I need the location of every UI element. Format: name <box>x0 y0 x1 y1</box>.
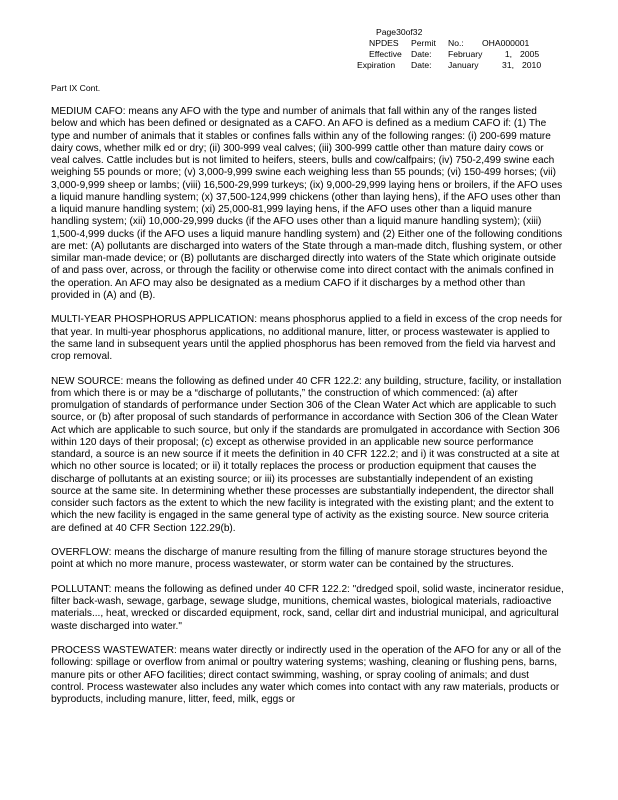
page-number <box>369 27 541 38</box>
effective-month: February <box>448 49 483 59</box>
definition-medium-cafo: MEDIUM CAFO: means any AFO with the type and number of animals that fall within any of the ranges listed below and which has been defined or designated as a CAFO. An AFO is defined as a medium CAFO if: (1) The type and number of animals that it stables or confines falls within any of the following ranges: (i) 200-699 mature dairy cows, whether milk ed or dry; (ii) 300-999 veal calves; (iii) 300-999 cattle other than mature dairy cows or veal calves. Cattle includes but is not limited to heifers, steers, bulls and cow/calfpairs; (iv) 750-2,499 swine each weighing 55 pounds or more; (v) 3,000-9,999 swine each weighing less than 55 pounds; (vi) 150-499 horses; (vii) 3,000-9,999 sheep or lambs; (viii) 16,500-29,999 turkeys; (ix) 9,000-29,999 laying hens or broilers, if the AFO uses a liquid manure handling system; (x) 37,500-124,999 chickens (other than laying hens), if the AFO uses other than a liquid manure handling system; (xi) 25,000-81,999 laying hens, if the AFO uses other than a liquid manure handling system; (xii) 10,000-29,999 ducks (if the AFO uses other than a liquid manure handling system); (xiii) 1,500-4,999 ducks (if the AFO uses a liquid manure handling system) and (2) Either one of the following conditions are met: (A) pollutants are discharged into waters of the State through a man-made ditch, flushing system, or other similar man-made device; or (B) pollutants are discharged directly into waters of the State which originate outside of and pass over, across, or through the facility or otherwise come into direct contact with the animals confined in the operation. An AFO may also be designated as a medium CAFO if it discharges by a method other than provided in (A) and (B). <box>51 106 563 301</box>
definition-new-source: NEW SOURCE: means the following as defined under 40 CFR 122.2: any building, structure, facility, or installation from which there is or may be a “discharge of pollutants,” the construction of which commenced: (a) after promulgation of standards of performance under Section 306 of the Clean Water Act which are applicable to such source, or (b) after proposal of such standards of performance in accordance with Section 306 of the Clean Water Act which are applicable to such source, but only if the standards are promulgated in accordance with Section 306 within 120 days of their proposal; (c) except as otherwise provided in an applicable new source performance standard, a source is an new source if it meets the definition in 40 CFR 122.2; and i) it was constructed at a site at which no other source is located; or ii) it totally replaces the process or production equipment that causes the discharge of pollutants at an existing source; or iii) its processes are substantially independent of an existing source at the same site. In determining whether these processes are substantially independent, the director shall consider such factors as the extent to which the new facility is integrated with the existing plant; and the extent to which the new facility is engaged in the same general type of activity as the existing source. New source criteria are defined at 40 CFR Section 122.29(b). <box>51 375 562 534</box>
document-body <box>51 106 564 719</box>
permit-number: OHA000001 <box>482 38 530 48</box>
definition-multi-year-phosphorus: MULTI-YEAR PHOSPHORUS APPLICATION: means phosphorus applied to a field in excess of the crop needs for that year. In multi-year phosphorus applications, no additional manure, litter, or process wastewater is applied to the same land in subsequent years until the applied phosphorus has been removed from the field via harvest and crop removal. <box>51 314 563 362</box>
effective-label: Effective <box>369 49 402 59</box>
expiration-date-label: Date: <box>411 60 432 70</box>
page-number-text: Page30of32 <box>376 27 423 37</box>
effective-date-row <box>369 49 541 60</box>
effective-day: 1, <box>504 49 512 59</box>
document-header <box>357 27 542 71</box>
expiration-day: 31, <box>502 60 514 70</box>
effective-date-label: Date: <box>411 49 432 59</box>
permit-label: Permit <box>411 38 436 48</box>
definition-pollutant: POLLUTANT: means the following as defined under 40 CFR 122.2: "dredged spoil, solid waste, incinerator residue, filter back-wash, sewage, garbage, sewage sludge, munitions, chemical wastes, biological materials, radioactive materials..., heat, wrecked or discarded equipment, rock, sand, cellar dirt and industrial municipal, and agricultural waste discharged into water." <box>51 583 564 632</box>
permit-number-row <box>369 38 541 49</box>
expiration-label: Expiration <box>357 60 396 70</box>
definition-process-wastewater: PROCESS WASTEWATER: means water directly or indirectly used in the operation of the AFO for any or all of the following: spillage or overflow from animal or poultry watering systems; washing, cleaning or flushing pens, barns, manure pits or other AFO facilities; direct contact swimming, washing, or spray cooling of animals; and dust control. Process wastewater also includes any water which comes into contact with any raw materials, products or byproducts, including manure, litter, feed, milk, eggs or <box>51 645 562 705</box>
no-label: No.: <box>448 38 464 48</box>
definition-overflow: OVERFLOW: means the discharge of manure resulting from the filling of manure storage structures beyond the point at which no more manure, process wastewater, or storm water can be contained by the structures. <box>51 547 548 571</box>
npdes-label: NPDES <box>369 38 399 48</box>
expiration-date-row <box>357 60 542 71</box>
effective-year: 2005 <box>520 49 540 59</box>
expiration-year: 2010 <box>522 60 542 70</box>
expiration-month: January <box>448 60 479 70</box>
part-label: Part IX Cont. <box>51 83 101 93</box>
